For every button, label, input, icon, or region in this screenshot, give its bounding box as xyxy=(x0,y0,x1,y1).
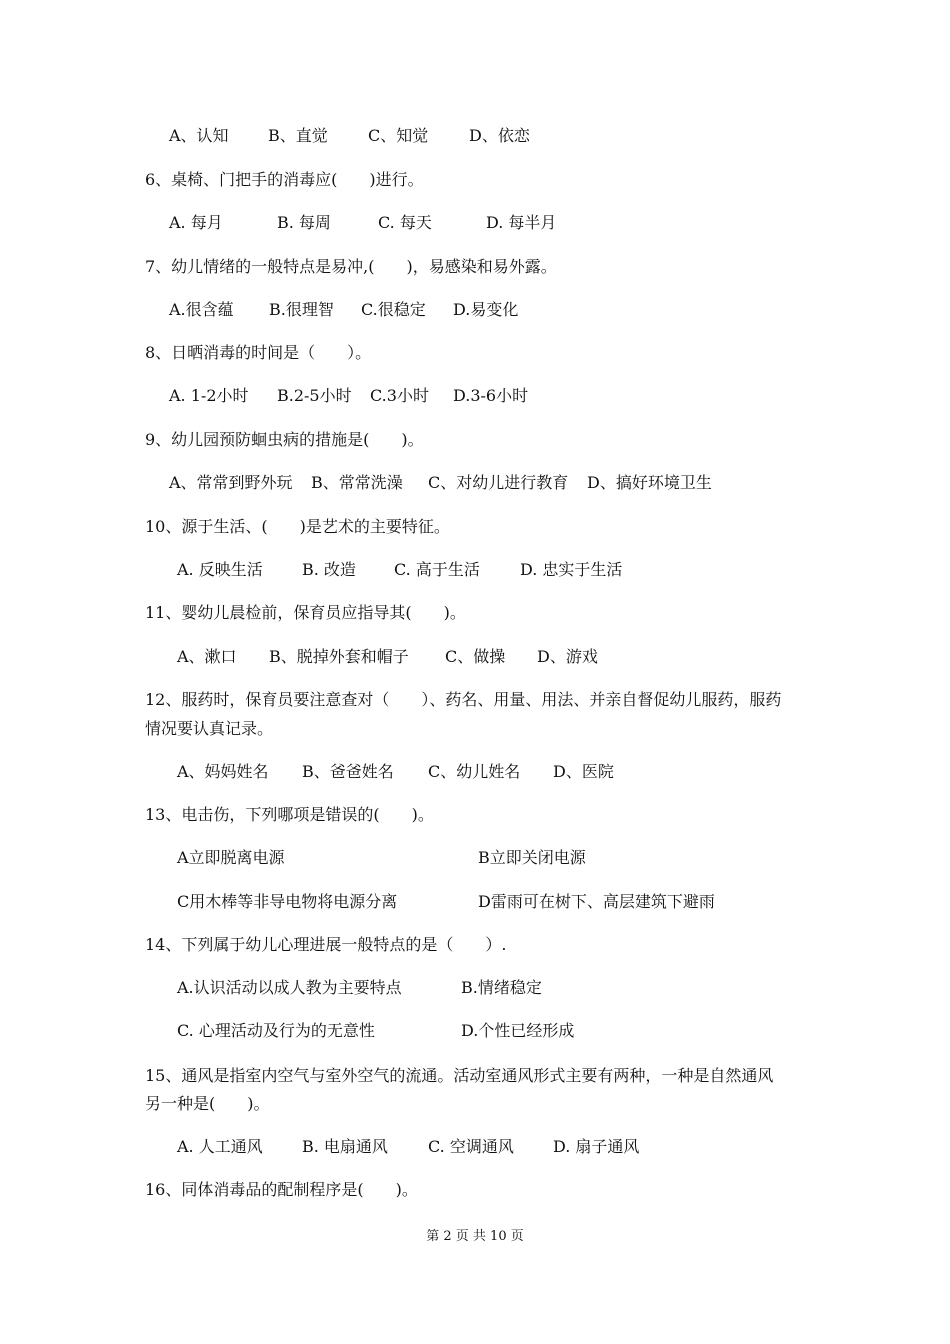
option-b: B、爸爸姓名 xyxy=(302,762,394,781)
option-b: B、常常洗澡 xyxy=(311,473,403,492)
option-b: B. 电扇通风 xyxy=(302,1137,388,1156)
option-c: C、幼儿姓名 xyxy=(428,762,521,781)
option-c: C. 空调通风 xyxy=(428,1137,514,1156)
option-d: D.易变化 xyxy=(453,300,519,319)
option-c: C、做操 xyxy=(445,647,506,666)
question-10: 10、源于生活、( )是艺术的主要特征。 xyxy=(145,517,450,536)
option-b: B、脱掉外套和帽子 xyxy=(269,647,409,666)
option-b: B. 改造 xyxy=(302,560,356,579)
question-7: 7、幼儿情绪的一般特点是易冲,( )，易感染和易外露。 xyxy=(145,257,557,276)
option-b: B立即关闭电源 xyxy=(478,848,586,867)
option-b: B.很理智 xyxy=(269,300,334,319)
question-12-continued: 情况要认真记录。 xyxy=(145,719,274,738)
option-a: A、漱口 xyxy=(177,647,237,666)
option-d: D. 忠实于生活 xyxy=(520,560,623,579)
option-d: D.3-6小时 xyxy=(453,386,529,405)
option-c: C. 每天 xyxy=(378,213,432,232)
question-13: 13、电击伤，下列哪项是错误的( )。 xyxy=(145,805,434,824)
option-a: A.很含蕴 xyxy=(169,300,234,319)
option-a: A、常常到野外玩 xyxy=(169,473,293,492)
option-b: B.情绪稳定 xyxy=(461,978,542,997)
option-a: A.认识活动以成人教为主要特点 xyxy=(177,978,402,997)
option-c: C.很稳定 xyxy=(361,300,426,319)
option-d: D、依恋 xyxy=(469,126,530,145)
option-a: A、妈妈姓名 xyxy=(177,762,269,781)
option-c: C、知觉 xyxy=(368,126,429,145)
option-a: A. 人工通风 xyxy=(177,1137,263,1156)
option-d: D、医院 xyxy=(553,762,614,781)
option-d: D. 扇子通风 xyxy=(553,1137,640,1156)
question-11: 11、婴幼儿晨检前，保育员应指导其( )。 xyxy=(145,603,466,622)
question-8: 8、日晒消毒的时间是（ ）。 xyxy=(145,343,372,362)
option-b: B、直觉 xyxy=(268,126,328,145)
option-a: A、认知 xyxy=(169,126,229,145)
option-b: B. 每周 xyxy=(277,213,331,232)
option-c: C. 心理活动及行为的无意性 xyxy=(177,1021,375,1040)
option-c: C、对幼儿进行教育 xyxy=(428,473,569,492)
question-12: 12、服药时，保育员要注意查对（ ）、药名、用量、用法、并亲自督促幼儿服药，服药 xyxy=(145,690,782,709)
option-a: A. 每月 xyxy=(169,213,223,232)
question-15-continued: 另一种是( )。 xyxy=(145,1094,270,1113)
option-c: C用木棒等非导电物将电源分离 xyxy=(177,892,398,911)
option-c: C. 高于生活 xyxy=(394,560,480,579)
option-d: D雷雨可在树下、高层建筑下避雨 xyxy=(478,892,715,911)
question-14: 14、下列属于幼儿心理进展一般特点的是（ ）. xyxy=(145,935,507,954)
option-c: C.3小时 xyxy=(370,386,429,405)
option-a: A立即脱离电源 xyxy=(177,848,285,867)
question-6: 6、桌椅、门把手的消毒应( )进行。 xyxy=(145,170,424,189)
question-16: 16、同体消毒品的配制程序是( )。 xyxy=(145,1180,418,1199)
option-a: A. 反映生活 xyxy=(177,560,263,579)
option-d: D、游戏 xyxy=(537,647,598,666)
option-b: B.2-5小时 xyxy=(277,386,352,405)
page-footer: 第 2 页 共 10 页 xyxy=(426,1229,524,1244)
option-d: D、搞好环境卫生 xyxy=(587,473,712,492)
option-a: A. 1-2小时 xyxy=(169,386,249,405)
question-15: 15、通风是指室内空气与室外空气的流通。活动室通风形式主要有两种，一种是自然通风 xyxy=(145,1066,774,1085)
option-d: D. 每半月 xyxy=(486,213,557,232)
option-d: D.个性已经形成 xyxy=(461,1021,575,1040)
question-9: 9、幼儿园预防蛔虫病的措施是( )。 xyxy=(145,430,424,449)
